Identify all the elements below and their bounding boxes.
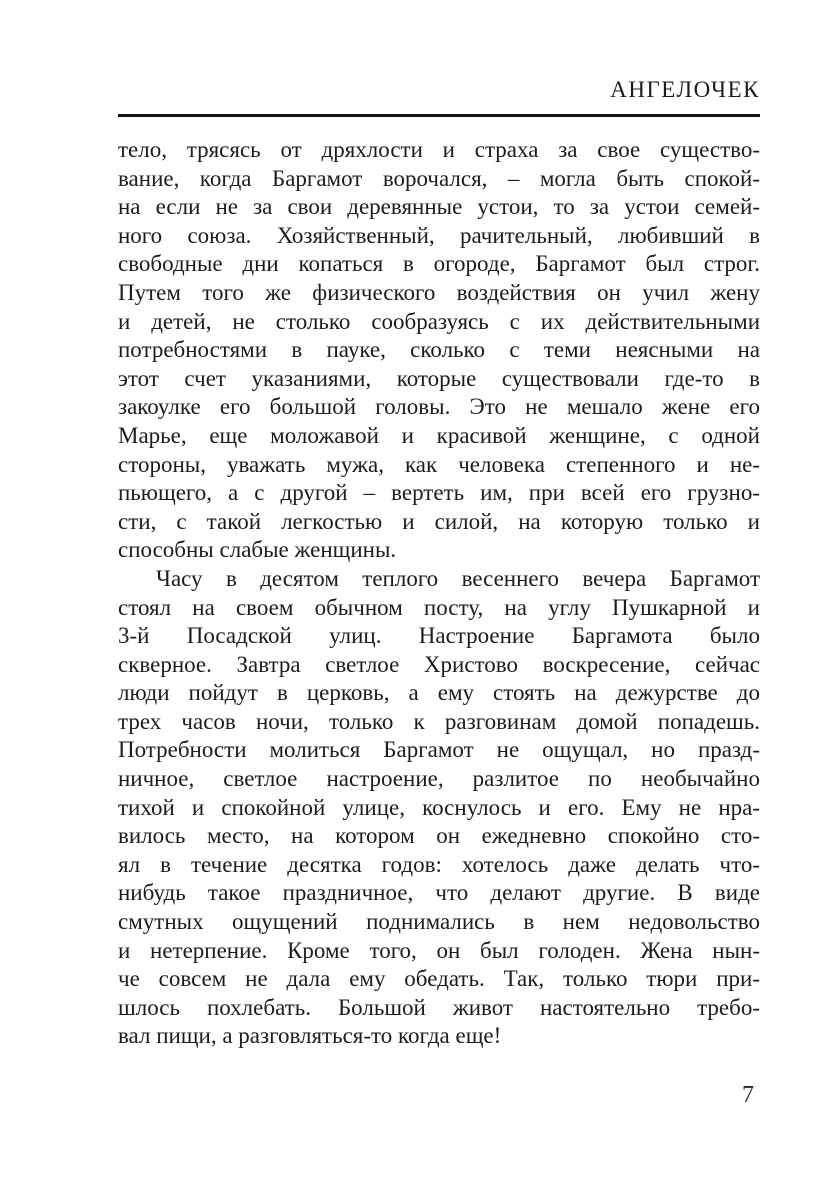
page-number: 7: [742, 1082, 754, 1108]
text-line: Часу в десятом теплого весеннего вечера Баргамот: [156, 565, 760, 591]
text-line: ничное, светлое настроение, разлитое по необычайно: [118, 766, 760, 792]
header-rule: [118, 114, 760, 117]
text-line: сти, с такой легкостью и силой, на которую только и: [118, 508, 760, 534]
text-line: ного союза. Хозяйственный, рачительный, любивший в: [118, 222, 760, 248]
text-line: пьющего, а с другой – вертеть им, при всей его грузно-: [118, 480, 760, 506]
paragraph: [118, 565, 760, 1051]
body-text: [118, 136, 760, 1051]
text-line: на если не за свои деревянные устои, то за устои семей-: [118, 194, 760, 220]
text-line: люди пойдут в церковь, а ему стоять на дежурстве до: [118, 680, 760, 706]
text-line: Марье, еще моложавой и красивой женщине, с одной: [118, 422, 760, 448]
text-line: и детей, не столько сообразуясь с их действительными: [118, 308, 760, 334]
text-line: вилось место, на котором он ежедневно спокойно сто-: [118, 823, 760, 849]
text-line: шлось похлебать. Большой живот настоятельно требо-: [118, 994, 760, 1020]
text-line: и нетерпение. Кроме того, он был голоден. Жена нын-: [118, 937, 760, 963]
text-line: свободные дни копаться в огороде, Баргамот был строг.: [118, 251, 760, 277]
text-line: тихой и спокойной улице, коснулось и его. Ему не нра-: [118, 794, 760, 820]
text-line: вание, когда Баргамот ворочался, – могла быть спокой-: [118, 165, 760, 191]
running-head: [118, 78, 760, 117]
text-line: трех часов ночи, только к разговинам домой попадешь.: [118, 708, 760, 734]
text-line: скверное. Завтра светлое Христово воскресение, сейчас: [118, 651, 760, 677]
text-line: потребностями в пауке, сколько с теми неясными на: [118, 337, 760, 363]
text-line: этот счет указаниями, которые существовали где-то в: [118, 365, 760, 391]
text-line: 3-й Посадской улиц. Настроение Баргамота было: [118, 623, 760, 649]
paragraph: [118, 136, 760, 565]
text-line: Потребности молиться Баргамот не ощущал, но празд-: [118, 737, 760, 763]
text-line: стоял на своем обычном посту, на углу Пушкарной и: [118, 594, 760, 620]
text-line: тело, трясясь от дряхлости и страха за свое существо-: [118, 137, 760, 162]
text-line: смутных ощущений поднимались в нем недовольство: [118, 909, 760, 935]
text-line: стороны, уважать мужа, как человека степенного и не-: [118, 451, 760, 477]
text-line: ял в течение десятка годов: хотелось даже делать что-: [118, 851, 760, 877]
text-line: нибудь такое праздничное, что делают другие. В виде: [118, 880, 760, 906]
text-line: Путем того же физического воздействия он учил жену: [118, 279, 760, 305]
text-line: вал пищи, а разговляться-то когда еще!: [118, 1023, 502, 1049]
text-line: способны слабые женщины.: [118, 537, 397, 563]
running-title: АНГЕЛОЧЕК: [610, 77, 760, 102]
text-line: че совсем не дала ему обедать. Так, только тюри при-: [118, 966, 760, 992]
text-line: закоулке его большой головы. Это не мешало жене его: [118, 394, 760, 420]
